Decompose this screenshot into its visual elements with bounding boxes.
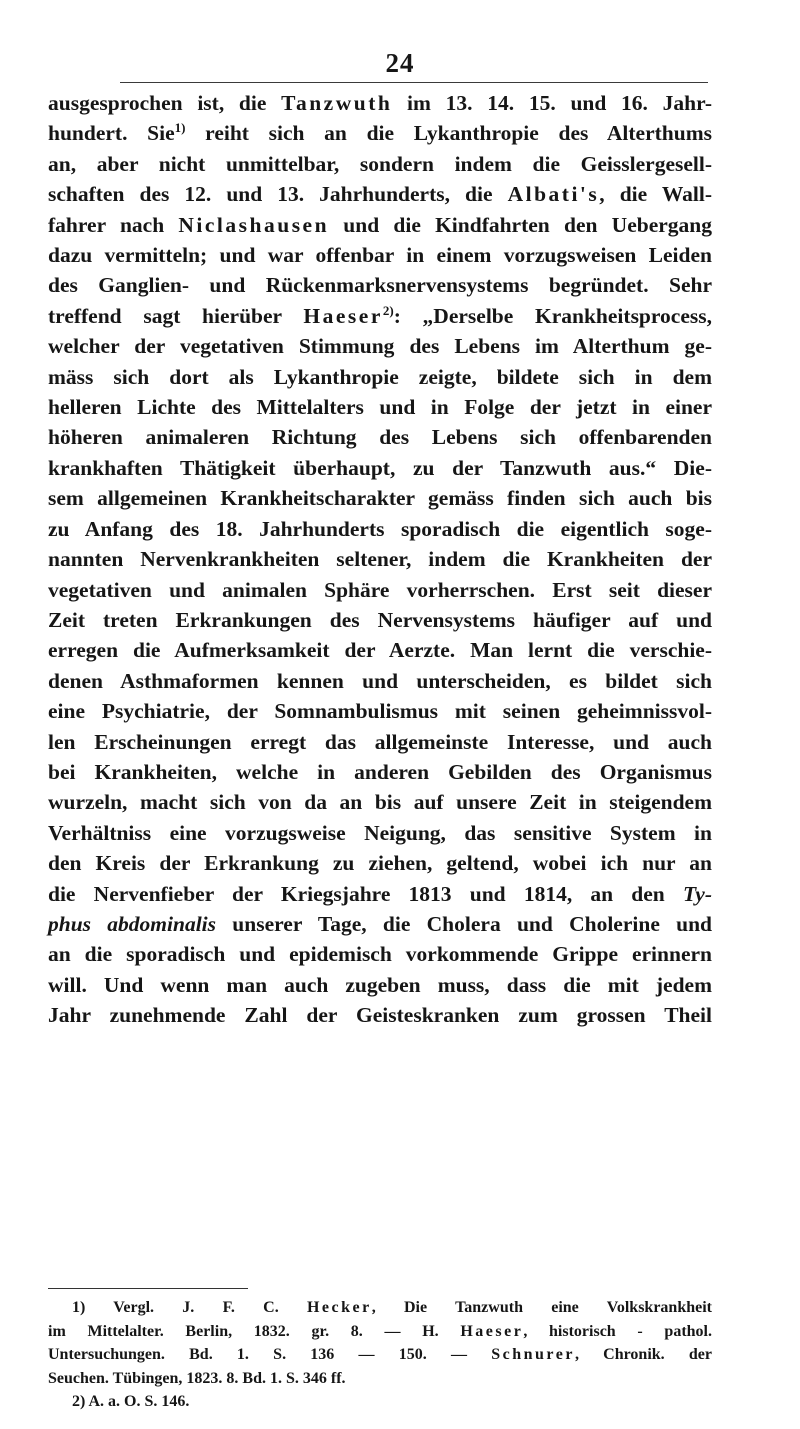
text-line: dazu vermitteln; und war offenbar in einem vorzugsweisen Leiden <box>48 243 712 268</box>
text-line: erregen die Aufmerksamkeit der Aerzte. Man lernt die verschie- <box>48 638 712 663</box>
spaced-term: Tanzwuth <box>281 91 393 115</box>
spaced-term: Haeser <box>303 303 383 328</box>
text-line: zu Anfang des 18. Jahrhunderts sporadisch die eigentlich soge- <box>48 516 712 541</box>
page-number: 24 <box>385 48 415 78</box>
text-line: len Erscheinungen erregt das allgemeinste Interesse, und auch <box>48 729 712 754</box>
text-line: fahrer nach Niclashausen und die Kindfahrten den Uebergang <box>48 212 712 237</box>
text-line: hundert. Sie$^{1)}$ reiht sich an die Lykanthropie des Alterthums <box>48 120 712 146</box>
text-line: helleren Lichte des Mittelalters und in Folge der jetzt in einer <box>48 395 712 420</box>
text-line: an die sporadisch und epidemisch vorkommende Grippe erinnern <box>48 942 712 967</box>
text-line: des Ganglien- und Rückenmarksnervensystems begründet. Sehr <box>48 273 712 298</box>
footnote-line: im Mittelalter. Berlin, 1832. gr. 8. — H. Haeser, historisch - pathol. <box>48 1322 712 1340</box>
italic-term: phus abdominalis <box>48 911 217 936</box>
text-line: die Nervenfieber der Kriegsjahre 1813 und 1814, an den Ty- <box>48 881 712 906</box>
text-line: phus abdominalis unserer Tage, die Cholera und Cholerine und <box>48 911 713 936</box>
text-line: will. Und wenn man auch zugeben muss, dass die mit jedem <box>48 972 712 997</box>
spaced-term: Haeser <box>460 1322 524 1340</box>
footnote-ref: 2) <box>382 302 394 318</box>
footnote-line: Untersuchungen. Bd. 1. S. 136 — 150. — Schnurer, Chronik. der <box>48 1346 713 1363</box>
footnote-line: 2) A. a. O. S. 146. <box>72 1393 190 1410</box>
footnote-rule <box>48 1288 248 1289</box>
text-line: treffend sagt hierüber Haeser$^{2)}$: „Derselbe Krankheitsprocess, <box>48 302 712 328</box>
text-line: welcher der vegetativen Stimmung des Lebens im Alterthum ge- <box>48 334 712 359</box>
text-line: denen Asthmaformen kennen und unterscheiden, es bildet sich <box>48 668 712 693</box>
text-line: Verhältniss eine vorzugsweise Neigung, das sensitive System in <box>48 820 712 845</box>
header-rule <box>120 82 708 83</box>
footnotes <box>48 1296 712 1414</box>
spaced-term: Hecker <box>306 1299 372 1316</box>
text-line: eine Psychiatrie, der Somnambulismus mit seinen geheimnissvol- <box>48 699 712 724</box>
italic-term: Ty- <box>682 881 712 906</box>
footnote-ref: 1) <box>174 120 186 136</box>
text-line: Jahr zunehmende Zahl der Geisteskranken zum grossen Theil <box>48 1003 712 1028</box>
spaced-term: Schnurer <box>491 1346 575 1363</box>
text-line: an, aber nicht unmittelbar, sondern indem die Geisslergesell- <box>48 151 712 176</box>
text-line: krankhaften Thätigkeit überhaupt, zu der Tanzwuth aus.“ Die- <box>48 455 712 480</box>
footnote-line: Seuchen. Tübingen, 1823. 8. Bd. 1. S. 346 ff. <box>48 1369 346 1387</box>
text-line: bei Krankheiten, welche in anderen Gebilden des Organismus <box>48 759 712 784</box>
text-line: Zeit treten Erkrankungen des Nervensystems häufiger auf und <box>48 607 712 632</box>
text-line: ausgesprochen ist, die Tanzwuth im 13. 14. 15. und 16. Jahr- <box>48 91 712 115</box>
text-line: den Kreis der Erkrankung zu ziehen, geltend, wobei ich nur an <box>48 851 712 876</box>
text-line: höheren animaleren Richtung des Lebens sich offenbarenden <box>48 425 712 450</box>
text-line: schaften des 12. und 13. Jahrhunderts, die Albati's, die Wall- <box>48 182 712 207</box>
body-text <box>48 88 712 1031</box>
text-line: sem allgemeinen Krankheitscharakter gemäss finden sich auch bis <box>48 486 712 511</box>
text-line: wurzeln, macht sich von da an bis auf unsere Zeit in steigendem <box>48 790 712 815</box>
spaced-term: Albati's <box>507 182 600 207</box>
text-line: mäss sich dort als Lykanthropie zeigte, bildete sich in dem <box>48 364 712 389</box>
text-line: nannten Nervenkrankheiten seltener, indem die Krankheiten der <box>48 547 712 572</box>
spaced-term: Niclashausen <box>178 212 330 237</box>
text-line: vegetativen und animalen Sphäre vorherrschen. Erst seit dieser <box>48 577 712 602</box>
footnote-line: 1) Vergl. J. F. C. Hecker, Die Tanzwuth eine Volkskrankheit <box>72 1299 712 1316</box>
